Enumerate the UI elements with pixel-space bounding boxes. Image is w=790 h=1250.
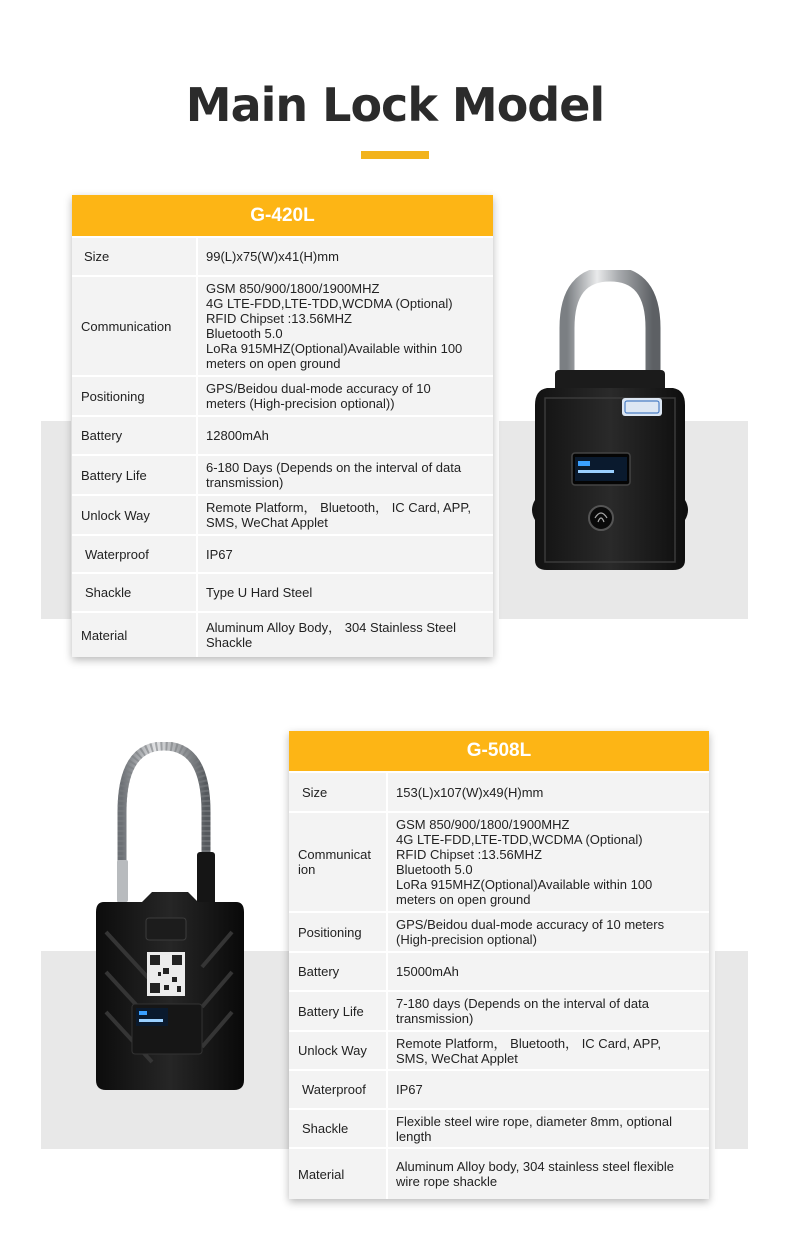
- row-label: Battery: [72, 417, 198, 454]
- table-row: [72, 375, 493, 415]
- table-row: [289, 1069, 709, 1108]
- row-label: Material: [72, 613, 198, 657]
- row-label: Battery Life: [72, 456, 198, 494]
- row-label: Communicat ion: [289, 813, 388, 911]
- table-row: [289, 951, 709, 990]
- row-value: Aluminum Alloy body, 304 stainless steel flexible wire rope shackle: [396, 1159, 674, 1189]
- table-row: [72, 572, 493, 611]
- table-row: [72, 534, 493, 572]
- row-value: Type U Hard Steel: [206, 585, 313, 600]
- row-label: Waterproof: [289, 1071, 388, 1108]
- grey-band-left-1: [41, 421, 71, 619]
- table-row: [72, 611, 493, 657]
- model-name-g508l: G-508L: [289, 731, 709, 771]
- table-row: [72, 494, 493, 534]
- row-value: Aluminum Alloy Body， 304 Stainless Steel Shackle: [206, 620, 457, 650]
- row-label: Shackle: [289, 1110, 388, 1147]
- padlock-product-image: [525, 270, 695, 572]
- table-row: [72, 236, 493, 275]
- row-value: IP67: [396, 1082, 423, 1097]
- row-value: IP67: [206, 546, 233, 562]
- row-label: Communication: [72, 277, 198, 375]
- table-row: [289, 911, 709, 951]
- row-value: Flexible steel wire rope, diameter 8mm, optional length: [396, 1113, 673, 1144]
- row-value: 99(L)x75(W)x41(H)mm: [206, 249, 339, 264]
- row-label: Size: [289, 773, 388, 811]
- row-label: Size: [72, 238, 198, 275]
- row-label: Unlock Way: [289, 1032, 388, 1069]
- table-row: [72, 275, 493, 375]
- row-label: Positioning: [289, 913, 388, 951]
- row-value: GPS/Beidou dual-mode accuracy of 10 meters (High-precision optional): [396, 917, 665, 947]
- table-row: [72, 454, 493, 494]
- row-label: Waterproof: [72, 536, 198, 572]
- row-value: Remote Platform， Bluetooth， IC Card, APP, SMS, WeChat Applet: [396, 1035, 661, 1066]
- model-name-g420l: G-420L: [72, 195, 493, 236]
- row-value: 6-180 Days (Depends on the interval of data transmission): [206, 460, 462, 490]
- row-value: 12800mAh: [206, 428, 269, 443]
- table-row: [289, 990, 709, 1030]
- row-label: Battery Life: [289, 992, 388, 1030]
- row-value: 7-180 days (Depends on the interval of data transmission): [396, 996, 649, 1026]
- table-row: [289, 811, 709, 911]
- row-label: Material: [289, 1149, 388, 1199]
- row-value: 15000mAh: [396, 964, 459, 979]
- grey-band-right-2: [715, 951, 748, 1149]
- table-row: [289, 1108, 709, 1147]
- page-title: Main Lock Model: [185, 78, 605, 132]
- table-row: [72, 415, 493, 454]
- row-value: GSM 850/900/1800/1900MHZ 4G LTE-FDD,LTE-TDD,WCDMA (Optional) RFID Chipset :13.56MHZ Bluetooth 5.0 LoRa 915MHZ(Optional)Available within 100 meters on open ground: [206, 281, 463, 371]
- row-value: 153(L)x107(W)x49(H)mm: [396, 784, 544, 800]
- row-value: Remote Platform， Bluetooth， IC Card, APP, SMS, WeChat Applet: [206, 500, 471, 530]
- row-label: Positioning: [72, 377, 198, 415]
- title-underline: [361, 151, 429, 159]
- row-label: Shackle: [72, 574, 198, 611]
- table-row: [289, 1030, 709, 1069]
- row-label: Battery: [289, 953, 388, 990]
- row-label: Unlock Way: [72, 496, 198, 534]
- spec-table-g508l: [289, 731, 709, 1199]
- spec-table-g420l: [72, 195, 493, 657]
- table-row: [289, 771, 709, 811]
- table-row: [289, 1147, 709, 1199]
- row-value: GSM 850/900/1800/1900MHZ 4G LTE-FDD,LTE-TDD,WCDMA (Optional) RFID Chipset :13.56MHZ Bluetooth 5.0 LoRa 915MHZ(Optional)Available within 100 meters on open ground: [396, 817, 653, 907]
- wire-lock-product-image: [92, 742, 248, 1092]
- row-value: GPS/Beidou dual-mode accuracy of 10 meters (High-precision optional)): [206, 381, 431, 411]
